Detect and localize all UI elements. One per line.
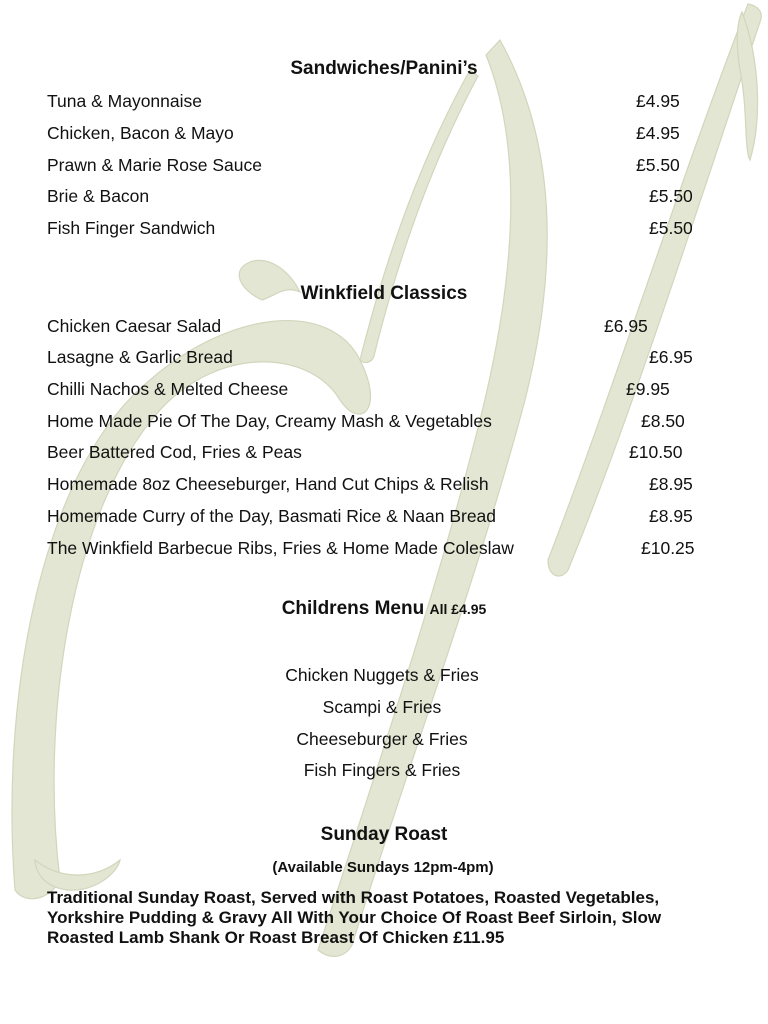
menu-item-name: Lasagne & Garlic Bread (47, 347, 233, 367)
menu-item-price: £6.95 (649, 347, 693, 367)
childrens-item: Cheeseburger & Fries (296, 729, 468, 749)
roast-description-line: Yorkshire Pudding & Gravy All With Your Choice Of Roast Beef Sirloin, Slow (47, 908, 662, 927)
menu-item-name: Homemade 8oz Cheeseburger, Hand Cut Chips & Relish (47, 474, 489, 494)
menu-item-name: Chicken, Bacon & Mayo (47, 123, 234, 143)
menu-item-name: Homemade Curry of the Day, Basmati Rice & Naan Bread (47, 506, 497, 526)
menu-item-price: £4.95 (636, 123, 680, 143)
childrens-heading (0, 598, 768, 620)
childrens-heading-title: Childrens Menu (281, 598, 425, 619)
menu-item-price: £5.50 (636, 155, 680, 175)
menu-item-price: £8.95 (649, 474, 693, 494)
sunday-heading: Sunday Roast (320, 824, 448, 845)
menu-item-price: £10.25 (641, 538, 695, 558)
menu-item-name: Home Made Pie Of The Day, Creamy Mash & Vegetables (47, 411, 492, 431)
childrens-price-note: All £4.95 (429, 601, 487, 617)
sandwiches-heading: Sandwiches/Panini’s (290, 58, 478, 79)
roast-description-line: Traditional Sunday Roast, Served with Roast Potatoes, Roasted Vegetables, (47, 888, 660, 907)
menu-item-name: Tuna & Mayonnaise (47, 91, 202, 111)
childrens-item: Scampi & Fries (322, 697, 442, 717)
sunday-availability: (Available Sundays 12pm-4pm) (272, 859, 494, 876)
sunday-roast-description (47, 888, 747, 948)
menu-item-name: Brie & Bacon (47, 186, 150, 206)
menu-item-price: £4.95 (636, 91, 680, 111)
menu-item-name: Beer Battered Cod, Fries & Peas (47, 442, 302, 462)
menu-item-price: £5.50 (649, 218, 693, 238)
menu-item-name: Chicken Caesar Salad (47, 316, 222, 336)
childrens-item: Fish Fingers & Fries (303, 760, 461, 780)
menu-item-price: £9.95 (626, 379, 670, 399)
menu-item-price: £5.50 (649, 186, 693, 206)
childrens-item: Chicken Nuggets & Fries (285, 665, 479, 685)
menu-item-name: Fish Finger Sandwich (47, 218, 216, 238)
menu-item-price: £6.95 (604, 316, 648, 336)
menu-item-name: The Winkfield Barbecue Ribs, Fries & Home Made Coleslaw (47, 538, 514, 558)
roast-description-line: Roasted Lamb Shank Or Roast Breast Of Chicken £11.95 (47, 928, 505, 947)
menu-item-price: £8.50 (641, 411, 685, 431)
menu-item-name: Chilli Nachos & Melted Cheese (47, 379, 289, 399)
menu-item-price: £10.50 (629, 442, 683, 462)
menu-item-name: Prawn & Marie Rose Sauce (47, 155, 262, 175)
classics-heading: Winkfield Classics (300, 283, 468, 304)
menu-item-price: £8.95 (649, 506, 693, 526)
